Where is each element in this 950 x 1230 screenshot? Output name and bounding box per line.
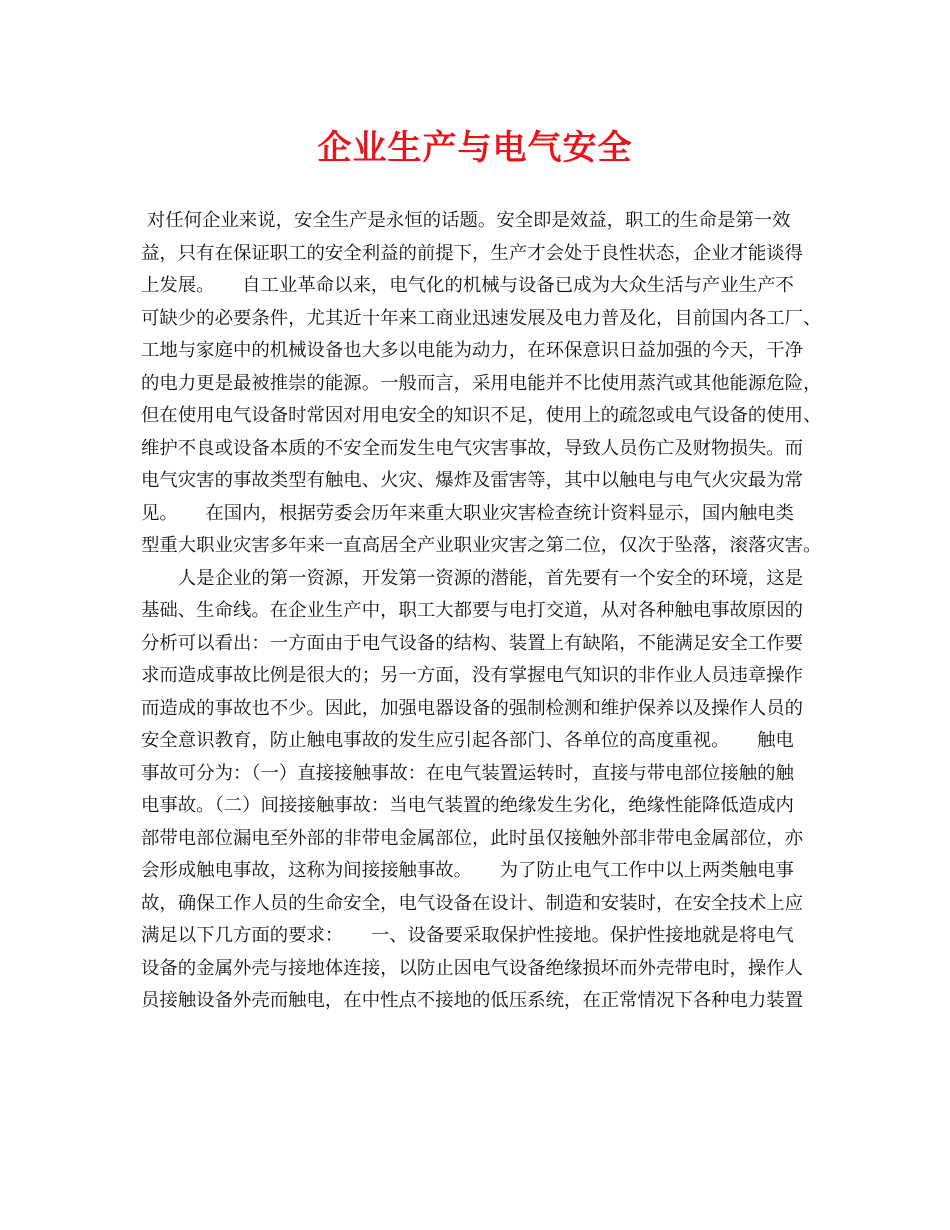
body-text-line: 设备的金属外壳与接地体连接，以防止因电气设备绝缘损坏而外壳带电时，操作人	[141, 957, 804, 979]
body-text-line: 但在使用电气设备时常因对用电安全的知识不足，使用上的疏忽或电气设备的使用、	[141, 405, 822, 426]
body-text-line: 益，只有在保证职工的安全利益的前提下，生产才会处于良性状态，企业才能谈得	[141, 242, 804, 264]
body-text-line: 部带电部位漏电至外部的非带电金属部位，此时虽仅接触外部非带电金属部位，亦	[141, 827, 804, 849]
body-text-line: 员接触设备外壳而触电，在中性点不接地的低压系统，在正常情况下各种电力装置	[141, 990, 804, 1011]
body-text-line: 基础、生命线。在企业生产中，职工大都要与电打交道，从对各种触电事故原因的	[141, 600, 804, 621]
body-text-line: 型重大职业灾害多年来一直高居全产业职业灾害之第二位，仅次于坠落，滚落灾害。	[141, 535, 822, 556]
document-body	[141, 205, 826, 1018]
body-text-line: 电气灾害的事故类型有触电、火灾、爆炸及雷害等，其中以触电与电气火灾最为常	[141, 470, 804, 491]
body-text-line: 对任何企业来说，安全生产是永恒的话题。安全即是效益，职工的生命是第一效	[141, 210, 791, 231]
body-text-line: 上发展。 自工业革命以来，电气化的机械与设备已成为大众生活与产业生产不	[141, 275, 794, 296]
document-title: 企业生产与电气安全	[317, 128, 633, 168]
body-text-line: 安全意识教育，防止触电事故的发生应引起各部门、各单位的高度重视。 触电	[141, 730, 794, 751]
body-text-line: 故，确保工作人员的生命安全，电气设备在设计、制造和安装时，在安全技术上应	[141, 892, 804, 914]
body-text-line: 见。 在国内，根据劳委会历年来重大职业灾害检查统计资料显示，国内触电类	[141, 502, 794, 524]
body-text-line: 求而造成事故比例是很大的；另一方面，没有掌握电气知识的非作业人员违章操作	[141, 665, 804, 686]
body-text-line: 会形成触电事故，这称为间接接触事故。 为了防止电气工作中以上两类触电事	[141, 860, 794, 881]
body-text-line: 分析可以看出：一方面由于电气设备的结构、装置上有缺陷，不能满足安全工作要	[141, 632, 804, 654]
body-text-line: 电事故。（二）间接接触事故：当电气装置的绝缘发生劣化，绝缘性能降低造成内	[141, 795, 794, 816]
body-text-line: 可缺少的必要条件，尤其近十年来工商业迅速发展及电力普及化，目前国内各工厂、	[141, 307, 822, 329]
body-text-line: 事故可分为：（一）直接接触事故：在电气装置运转时，直接与带电部位接触的触	[141, 762, 794, 784]
body-text-line: 而造成的事故也不少。因此，加强电器设备的强制检测和维护保养以及操作人员的	[141, 697, 804, 719]
body-text-line: 的电力更是最被推崇的能源。一般而言，采用电能并不比使用蒸汽或其他能源危险，	[141, 372, 822, 394]
body-text-line: 工地与家庭中的机械设备也大多以电能为动力，在环保意识日益加强的今天，干净	[141, 340, 804, 361]
body-text-line: 维护不良或设备本质的不安全而发生电气灾害事故，导致人员伤亡及财物损失。而	[141, 437, 804, 459]
body-text-line: 人是企业的第一资源，开发第一资源的潜能，首先要有一个安全的环境，这是	[141, 567, 804, 589]
body-text-line: 满足以下几方面的要求： 一、设备要采取保护性接地。保护性接地就是将电气	[141, 925, 794, 946]
